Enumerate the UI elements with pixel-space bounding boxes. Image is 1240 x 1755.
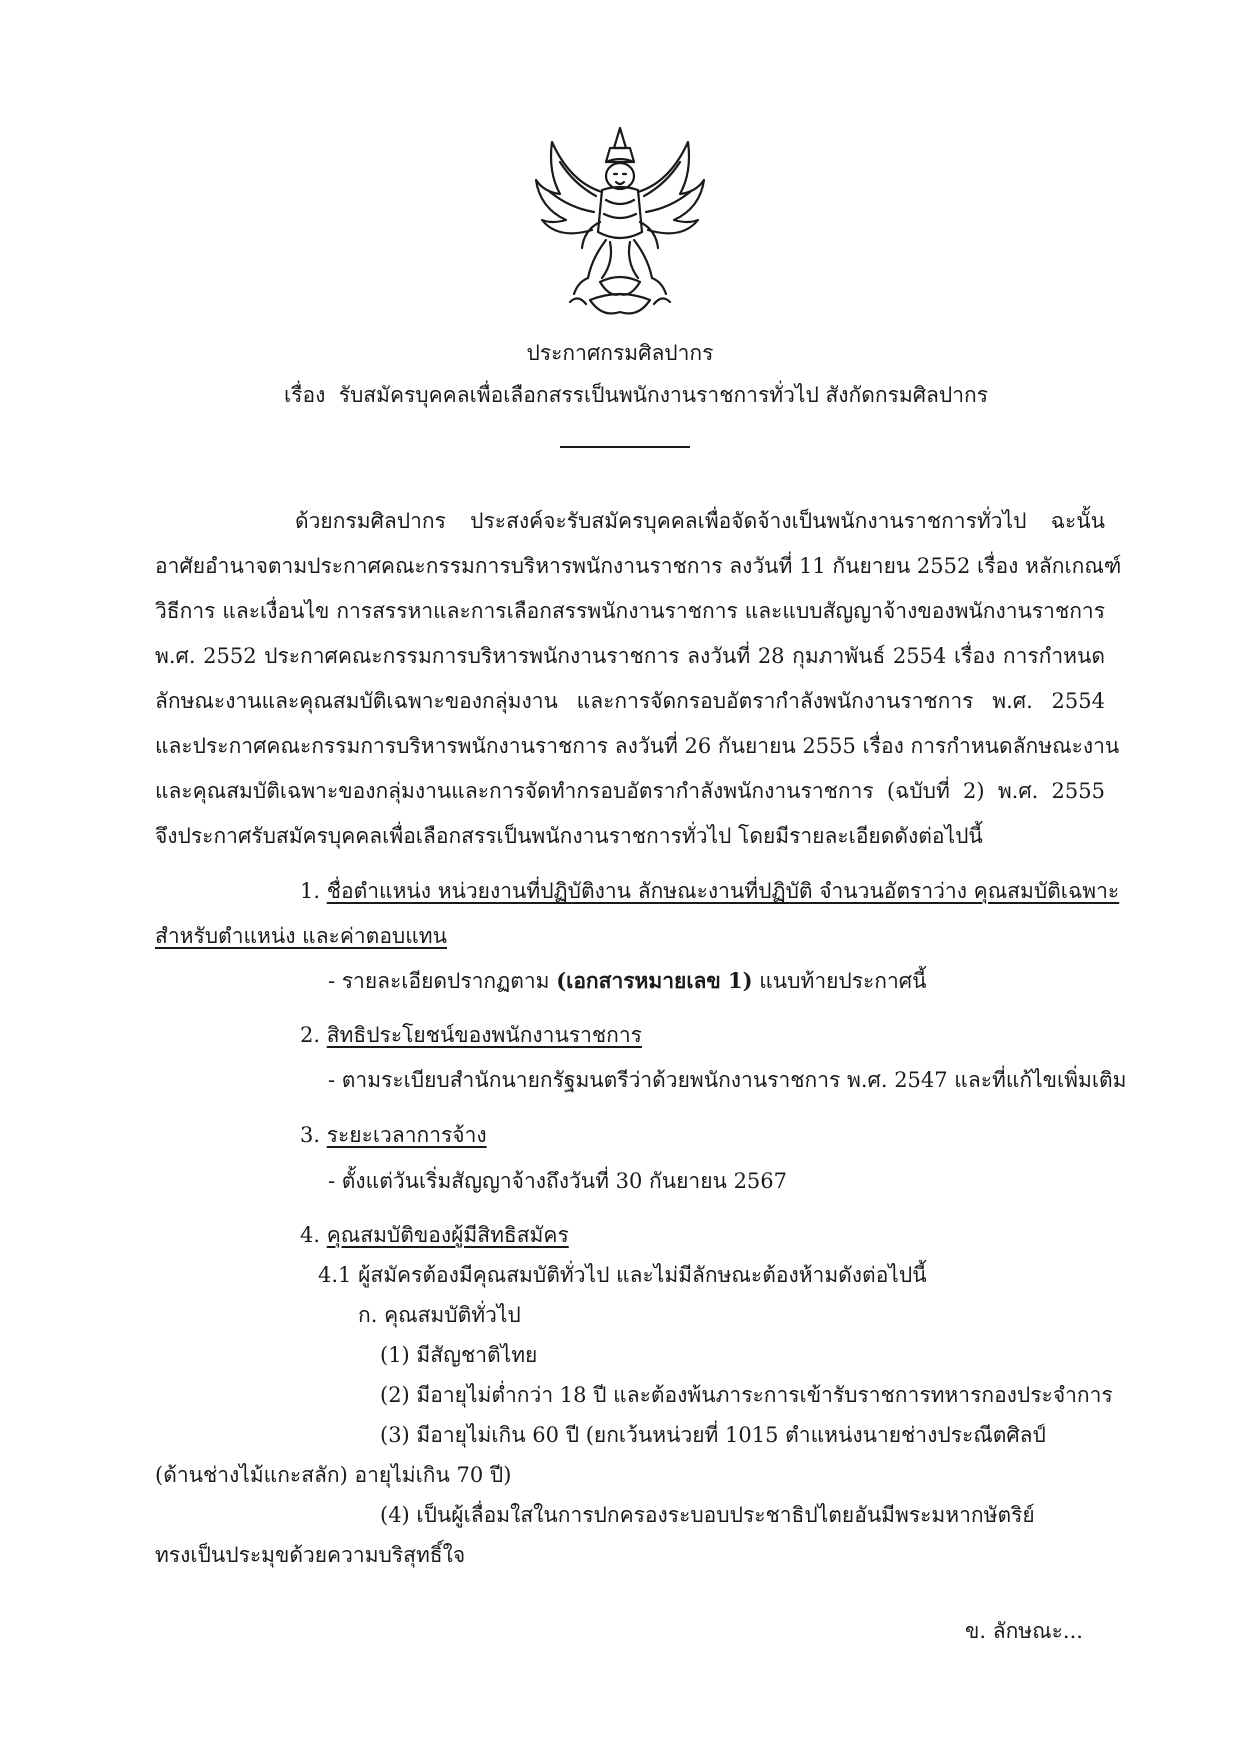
intro-line: และคุณสมบัติเฉพาะของกลุ่มงานและการจัดทำกรอบอัตรากำลังพนักงานราชการ (ฉบับที่ 2) พ.ศ. 2555 xyxy=(155,779,1105,803)
section1-heading xyxy=(300,876,1120,906)
subject-label: เรื่อง xyxy=(284,383,326,407)
section2-detail: - ตามระเบียบสำนักนายกรัฐมนตรีว่าด้วยพนักงานราชการ พ.ศ. 2547 และที่แก้ไขเพิ่มเติม xyxy=(328,1068,1127,1092)
qualification-item: (1) มีสัญชาติไทย xyxy=(380,1343,538,1367)
qualification-item-continued: (ด้านช่างไม้แกะสลัก) อายุไม่เกิน 70 ปี) xyxy=(155,1463,512,1487)
qualification-item: (4) เป็นผู้เลื่อมใสในการปกครองระบอบประชาธิปไตยอันมีพระมหากษัตริย์ xyxy=(380,1503,1035,1527)
attachment-reference: (เอกสารหมายเลข 1) xyxy=(556,968,753,993)
section4-sub-a: ก. คุณสมบัติทั่วไป xyxy=(358,1303,521,1327)
qualification-item-continued: ทรงเป็นประมุขด้วยความบริสุทธิ์ใจ xyxy=(155,1543,466,1567)
section1-heading-line1: ชื่อตำแหน่ง หน่วยงานที่ปฏิบัติงาน ลักษณะงานที่ปฏิบัติ จำนวนอัตราว่าง คุณสมบัติเฉพาะ xyxy=(326,879,1120,903)
intro-line: พ.ศ. 2552 ประกาศคณะกรรมการบริหารพนักงานราชการ ลงวันที่ 28 กุมภาพันธ์ 2554 เรื่อง การกำหนด xyxy=(155,644,1105,668)
section4-number: 4. xyxy=(300,1223,321,1247)
subject-text: รับสมัครบุคคลเพื่อเลือกสรรเป็นพนักงานราชการทั่วไป สังกัดกรมศิลปากร xyxy=(338,383,989,407)
title-divider xyxy=(560,446,690,448)
intro-line: วิธีการ และเงื่อนไข การสรรหาและการเลือกสรรพนักงานราชการ และแบบสัญญาจ้างของพนักงานราชการ xyxy=(155,599,1105,623)
section4-1: 4.1 ผู้สมัครต้องมีคุณสมบัติทั่วไป และไม่มีลักษณะต้องห้ามดังต่อไปนี้ xyxy=(318,1263,927,1287)
section3-heading xyxy=(300,1120,487,1150)
garuda-emblem-icon xyxy=(530,122,710,322)
intro-line: และประกาศคณะกรรมการบริหารพนักงานราชการ ลงวันที่ 26 กันยายน 2555 เรื่อง การกำหนดลักษณะงาน xyxy=(155,734,1120,758)
section2-heading xyxy=(300,1020,642,1050)
section1-heading-line2: สำหรับตำแหน่ง และค่าตอบแทน xyxy=(155,924,447,948)
section3-detail: - ตั้งแต่วันเริ่มสัญญาจ้างถึงวันที่ 30 กันยายน 2567 xyxy=(328,1169,788,1193)
intro-line: ลักษณะงานและคุณสมบัติเฉพาะของกลุ่มงาน และการจัดกรอบอัตรากำลังพนักงานราชการ พ.ศ. 2554 xyxy=(155,689,1105,713)
continuation-marker: ข. ลักษณะ... xyxy=(965,1619,1083,1643)
intro-line: ด้วยกรมศิลปากร ประสงค์จะรับสมัครบุคคลเพื่อจัดจ้างเป็นพนักงานราชการทั่วไป ฉะนั้น xyxy=(295,509,1105,533)
section3-heading-text: ระยะเวลาการจ้าง xyxy=(326,1123,487,1147)
section3-number: 3. xyxy=(300,1123,321,1147)
section2-heading-text: สิทธิประโยชน์ของพนักงานราชการ xyxy=(326,1023,642,1047)
section1-detail xyxy=(328,966,927,996)
section4-heading xyxy=(300,1220,569,1250)
document-subject xyxy=(284,380,988,410)
section4-heading-text: คุณสมบัติของผู้มีสิทธิสมัคร xyxy=(326,1223,569,1247)
qualification-item: (2) มีอายุไม่ต่ำกว่า 18 ปี และต้องพ้นภาระการเข้ารับราชการทหารกองประจำการ xyxy=(380,1383,1113,1407)
document-title: ประกาศกรมศิลปากร xyxy=(526,341,714,365)
section2-number: 2. xyxy=(300,1023,321,1047)
section1-detail-tail: แนบท้ายประกาศนี้ xyxy=(752,969,927,993)
intro-line: จึงประกาศรับสมัครบุคคลเพื่อเลือกสรรเป็นพนักงานราชการทั่วไป โดยมีรายละเอียดดังต่อไปนี้ xyxy=(155,824,983,848)
qualification-item: (3) มีอายุไม่เกิน 60 ปี (ยกเว้นหน่วยที่ 1015 ตำแหน่งนายช่างประณีตศิลป์ xyxy=(380,1423,1046,1447)
intro-line: อาศัยอำนาจตามประกาศคณะกรรมการบริหารพนักงานราชการ ลงวันที่ 11 กันยายน 2552 เรื่อง หลักเกณฑ์ xyxy=(155,554,1122,578)
section1-detail-text: - รายละเอียดปรากฏตาม xyxy=(328,969,557,993)
section1-number: 1. xyxy=(300,879,321,903)
